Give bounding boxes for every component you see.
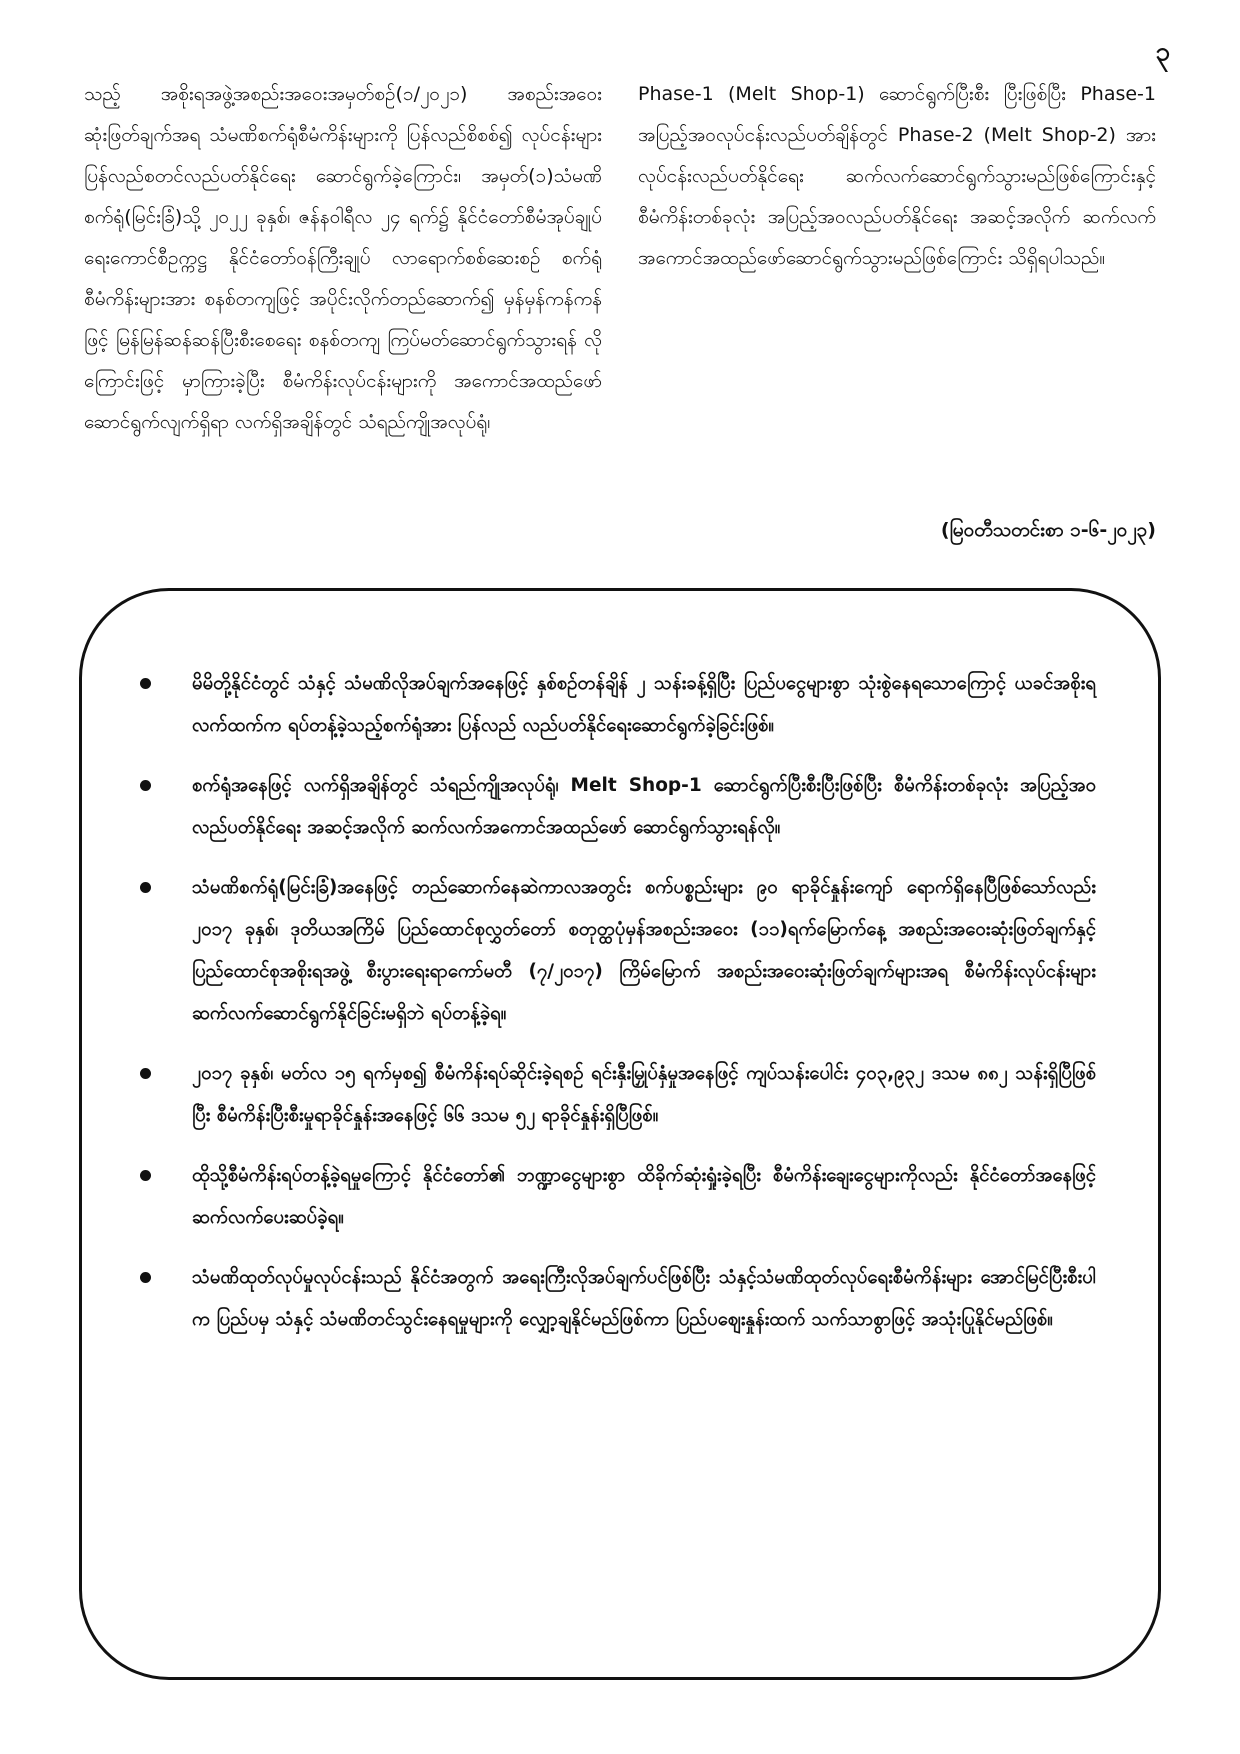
summary-bullet-text: သံမဏိစက်ရုံ(မြင်းခြံ)အနေဖြင့် တည်ဆောက်နေဆဲကာလအတွင်း စက်ပစ္စည်းများ ၉၀ ရာခိုင်နှုန်းကျော် ရောက်ရှိနေပြီဖြစ်သော်လည်း ၂၀၁၇ ခုနှစ်၊ ဒုတိယအကြိမ် ပြည်ထောင်စုလွှတ်တော် စတုတ္ထပုံမှန်အစည်းအဝေး (၁၁)ရက်မြောက်နေ့ အစည်းအဝေးဆုံးဖြတ်ချက်နှင့် ပြည်ထောင်စုအစိုးရအဖွဲ့ စီးပွားရေးရာကော်မတီ (၇/၂၀၁၇) ကြိမ်မြောက် အစည်းအဝေးဆုံးဖြတ်ချက်များအရ စီမံကိန်းလုပ်ငန်းများ ဆက်လက်ဆောင်ရွက်နိုင်ခြင်းမရှိဘဲ ရပ်တန့်ခဲ့ရ။ (192, 877, 1096, 1024)
bullet-dot-icon (140, 1170, 151, 1181)
summary-bullet-text: ၂၀၁၇ ခုနှစ်၊ မတ်လ ၁၅ ရက်မှစ၍ စီမံကိန်းရပ်ဆိုင်းခဲ့ရစဉ် ရင်းနှီးမြှုပ်နှံမှုအနေဖြင့် ကျပ်သန်းပေါင်း ၄၀၃,၉၃၂ ဒသမ ၈၈၂ သန်းရှိပြီဖြစ်ပြီး စီမံကိန်းပြီးစီးမှုရာခိုင်နှုန်းအနေဖြင့် ၆၆ ဒသမ ၅၂ ရာခိုင်နှုန်းရှိပြီဖြစ်။ (192, 1063, 1096, 1126)
summary-bullet (140, 1155, 1096, 1239)
right-column (638, 74, 1156, 443)
bullet-dot-icon (140, 1272, 151, 1283)
summary-bullet-list (140, 663, 1096, 1341)
left-column (84, 74, 602, 443)
bullet-dot-icon (140, 780, 151, 791)
summary-bullet-text: ထိုသို့စီမံကိန်းရပ်တန့်ခဲ့ရမှုကြောင့် နိုင်ငံတော်၏ ဘဏ္ဍာငွေများစွာ ထိခိုက်ဆုံးရှုံးခဲ့ရပြီး စီမံကိန်းချေးငွေများကိုလည်း နိုင်ငံတော်အနေဖြင့် ဆက်လက်ပေးဆပ်ခဲ့ရ။ (192, 1165, 1096, 1228)
page-number: ၃ (1155, 37, 1170, 67)
summary-bullet (140, 1053, 1096, 1137)
summary-bullet-text: သံမဏိထုတ်လုပ်မှုလုပ်ငန်းသည် နိုင်ငံအတွက် အရေးကြီးလိုအပ်ချက်ပင်ဖြစ်ပြီး သံနှင့်သံမဏိထုတ်လုပ်ရေးစီမံကိန်းများ အောင်မြင်ပြီးစီးပါက ပြည်ပမှ သံနှင့် သံမဏိတင်သွင်းနေရမှုများကို လျှော့ချနိုင်မည်ဖြစ်ကာ ပြည်ပဈေးနှုန်းထက် သက်သာစွာဖြင့် အသုံးပြုနိုင်မည်ဖြစ်။ (192, 1267, 1096, 1330)
summary-bullet (140, 867, 1096, 1035)
left-column-text: သည့် အစိုးရအဖွဲ့အစည်းအဝေးအမှတ်စဉ်(၁/၂၀၂၁) အစည်းအဝေးဆုံးဖြတ်ချက်အရ သံမဏိစက်ရုံစီမံကိန်းများကို ပြန်လည်စိစစ်၍ လုပ်ငန်းများပြန်လည်စတင်လည်ပတ်နိုင်ရေး ဆောင်ရွက်ခဲ့ကြောင်း၊ အမှတ်(၁)သံမဏိစက်ရုံ(မြင်းခြံ)သို့ ၂၀၂၂ ခုနှစ်၊ ဇန်နဝါရီလ ၂၄ ရက်၌ နိုင်ငံတော်စီမံအုပ်ချုပ်ရေးကောင်စီဥက္ကဋ္ဌ နိုင်ငံတော်ဝန်ကြီးချုပ် လာရောက်စစ်ဆေးစဉ် စက်ရုံစီမံကိန်းများအား စနစ်တကျဖြင့် အပိုင်းလိုက်တည်ဆောက်၍ မှန်မှန်ကန်ကန်ဖြင့် မြန်မြန်ဆန်ဆန်ပြီးစီးစေရေး စနစ်တကျ ကြပ်မတ်ဆောင်ရွက်သွားရန် လိုကြောင်းဖြင့် မှာကြားခဲ့ပြီး စီမံကိန်းလုပ်ငန်းများကို အကောင်အထည်ဖော်ဆောင်ရွက်လျက်ရှိရာ လက်ရှိအချိန်တွင် သံရည်ကျိုအလုပ်ရုံ၊ (84, 83, 602, 433)
summary-bullet-text: စက်ရုံအနေဖြင့် လက်ရှိအချိန်တွင် သံရည်ကျိုအလုပ်ရုံ၊ Melt Shop-1 ဆောင်ရွက်ပြီးစီးပြီးဖြစ်ပြီး စီမံကိန်းတစ်ခုလုံး အပြည့်အဝလည်ပတ်နိုင်ရေး အဆင့်အလိုက် ဆက်လက်အကောင်အထည်ဖော် ဆောင်ရွက်သွားရန်လို။ (192, 775, 1096, 838)
bullet-dot-icon (140, 678, 151, 689)
summary-bullet (140, 1257, 1096, 1341)
bullet-dot-icon (140, 1068, 151, 1079)
summary-box (79, 588, 1161, 1680)
source-citation: (မြဝတီသတင်းစာ ၁-၆-၂၀၂၃) (940, 519, 1156, 541)
summary-bullet (140, 765, 1096, 849)
bullet-dot-icon (140, 882, 151, 893)
article-columns (84, 74, 1156, 443)
summary-bullet-text: မိမိတို့နိုင်ငံတွင် သံနှင့် သံမဏိလိုအပ်ချက်အနေဖြင့် နှစ်စဉ်တန်ချိန် ၂ သန်းခန့်ရှိပြီး ပြည်ပငွေများစွာ သုံးစွဲနေရသောကြောင့် ယခင်အစိုးရလက်ထက်က ရပ်တန့်ခဲ့သည့်စက်ရုံအား ပြန်လည် လည်ပတ်နိုင်ရေးဆောင်ရွက်ခဲ့ခြင်းဖြစ်။ (192, 673, 1096, 736)
right-column-text: Phase-1 (Melt Shop-1) ဆောင်ရွက်ပြီးစီး ပြီးဖြစ်ပြီး Phase-1 အပြည့်အဝလုပ်ငန်းလည်ပတ်ချိန်တွင် Phase-2 (Melt Shop-2) အား လုပ်ငန်းလည်ပတ်နိုင်ရေး ဆက်လက်ဆောင်ရွက်သွားမည်ဖြစ်ကြောင်းနှင့် စီမံကိန်းတစ်ခုလုံး အပြည့်အဝလည်ပတ်နိုင်ရေး အဆင့်အလိုက် ဆက်လက်အကောင်အထည်ဖော်ဆောင်ရွက်သွားမည်ဖြစ်ကြောင်း သိရှိရပါသည်။ (638, 83, 1156, 269)
summary-bullet (140, 663, 1096, 747)
